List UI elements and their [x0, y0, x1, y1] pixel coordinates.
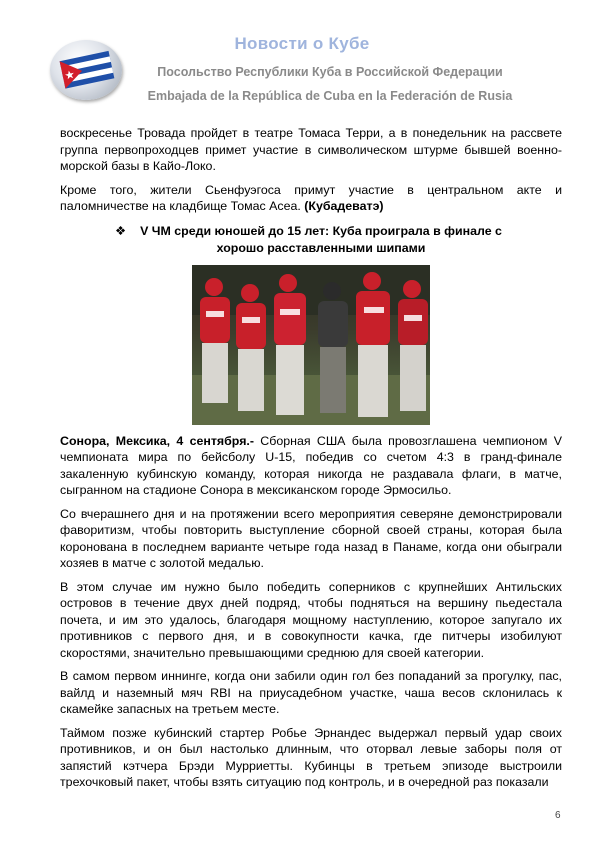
article-heading [60, 223, 562, 257]
paragraph-text: Кроме того, жители Сьенфуэгоса примут участие в центральном акте и паломничестве на кладбище Томас Асеа. [60, 182, 562, 213]
source-credit: (Кубадеватэ) [304, 199, 384, 213]
page-header [0, 0, 604, 118]
paragraph: В самом первом иннинге, когда они забили один гол без попаданий за прогулку, пас, вайлд и наземный мяч RBI на приусадебном участке, чаша весов склонилась к скамейке запасных на третьем месте. [60, 669, 562, 716]
page-number: 6 [555, 810, 561, 821]
lead-paragraph [60, 433, 562, 499]
paragraph [60, 182, 562, 215]
article-body [60, 125, 562, 798]
team-photo [192, 265, 430, 425]
paragraph: воскресенье Тровада пройдет в театре Томаса Терри, а в понедельник на рассвете группа первопроходцев примет участие в символическом штурме бывшей военно-морской базы в Кайо-Локо. [60, 126, 562, 173]
heading-text: V ЧМ среди юношей до 15 лет: Куба проиграла в финале с хорошо расставленными шипами [140, 223, 502, 255]
paragraph-text: Сборная США была провозглашена чемпионом V чемпионата мира по бейсболу U-15, победив со счетом 4:3 в гранд-финале закаленную кубинскую команду, которая никогда не раздавала флаги, в матче, сыгранном на стадионе Сонора в мексиканском городе Эрмосильо. [60, 433, 562, 497]
embassy-name-es: Embajada de la República de Cuba en la Federación de Rusia [147, 89, 513, 103]
dateline: Сонора, Мексика, 4 сентября.- [60, 433, 254, 448]
paragraph: В этом случае им нужно было победить соперников с крупнейших Антильских островов в течение двух дней подряд, чтобы подняться на вершину пьедестала почета, и им это удалось, благодаря мощному наступлению, которое запугало их противников с первого дня, и в совокупности качка, где питчеры изобилуют скоростями, значительно превышающими среднюю для своей категории. [60, 579, 562, 660]
paragraph: Со вчерашнего дня и на протяжении всего мероприятия северяне демонстрировали фаворитизм, чтобы повторить выступление сборной своей страны, которая была коронована в последнем варианте четыре года назад в Панаме, когда они обыграли хозяев в матче с золотой медалью. [60, 506, 562, 570]
paragraph: Таймом позже кубинский стартер Робье Эрнандес выдержал первый удар своих противников, и он был настолько длинным, что оторвал левые заборы поля от запястий кэтчера Брэди Мурриетты. Кубинцы в третьем эпизоде выстроили трехочковый пакет, чтобы взять ситуацию под контроль, и в очередной раз показали [60, 725, 562, 789]
embassy-name-ru: Посольство Республики Куба в Российской Федерации [157, 65, 503, 79]
diamond-bullet-icon: ❖ [115, 223, 127, 238]
site-title: Новости о Кубе [234, 34, 370, 53]
